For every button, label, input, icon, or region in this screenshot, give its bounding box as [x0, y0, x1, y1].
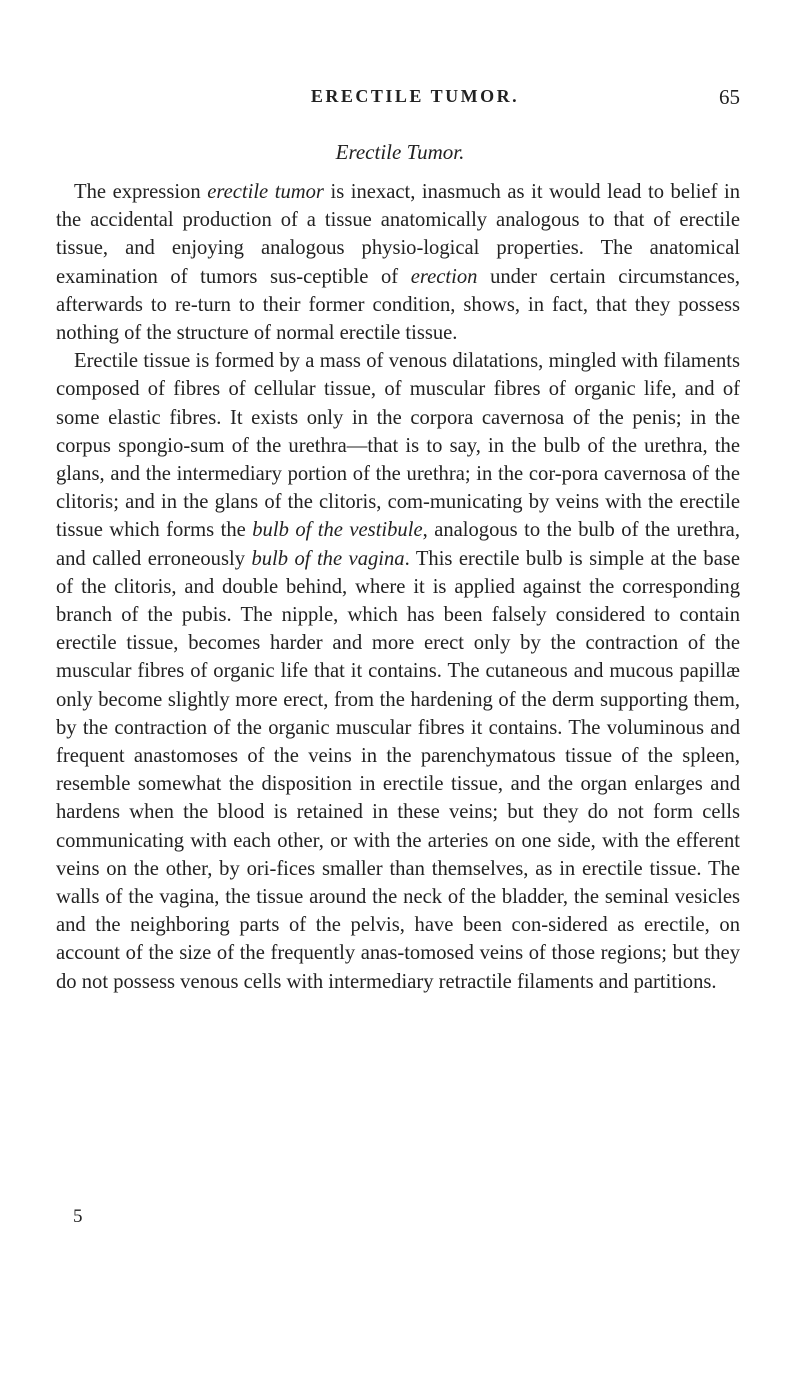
page-number: 65 [719, 85, 740, 109]
italic-phrase: bulb of the vestibule [252, 519, 423, 542]
text-run: . This erectile bulb is simple at the base of the clitoris, and double behind, where it is applied against the corresponding branch of the pubis. The nipple, which has been falsely considered to contain erectile tissue, becomes harder and more erect only by the contraction of the muscular fibres of organic life that it contains. The cutaneous and mucous papillæ only become slightly more erect, from the hardening of the derm supporting them, by the contraction of the organic muscular fibres it contains. The voluminous and frequent anastomoses of the veins in the parenchymatous tissue of the spleen, resemble somewhat the disposition in erectile tissue, and the organ enlarges and hardens when the blood is retained in these veins; but they do not form cells communicating with each other, or with the arteries on one side, with the efferent veins on the other, by ori-fices smaller than themselves, as in erectile tissue. The walls of the vagina, the tissue around the neck of the bladder, the seminal vesicles and the neighboring parts of the pelvis, have been con-sidered as erectile, on account of the size of the frequently anas-tomosed veins of those regions; but they do not possess venous cells with intermediary retractile filaments and partitions. [56, 547, 740, 993]
text-run: is inexact, inasmuch as it would lead to belief in the accidental production of a tissue anatomically analogous to that of erectile tissue, and enjoying analogous physio-logical properties. The anatomical examination of tumors sus-ceptible of [56, 181, 741, 288]
paragraph [56, 347, 740, 996]
text-run: , analogous to the bulb of the urethra, and called erroneously [56, 519, 740, 570]
text-run: The expression [74, 181, 208, 203]
text-run: under certain circumstances, afterwards to re-turn to their former condition, shows, in fact, that they possess nothing of the structure of normal erectile tissue. [56, 265, 740, 345]
body-text [56, 178, 740, 996]
section-title: Erectile Tumor. [335, 140, 465, 164]
italic-phrase: erectile tumor [207, 181, 324, 203]
paragraph [56, 178, 740, 347]
signature-mark: 5 [73, 1206, 83, 1227]
text-run: Erectile tissue is formed by a mass of venous dilatations, mingled with filaments composed of fibres of cellular tissue, of muscular fibres of organic life, and of some elastic fibres. It exists only in the corpora cavernosa of the penis; in the corpus spongio-sum of the urethra—that is to say, in the bulb of the urethra, the glans, and the intermediary portion of the urethra; in the cor-pora cavernosa of the clitoris; and in the glans of the clitoris, com-municating by veins with the erectile tissue which forms the [56, 350, 740, 542]
running-title: ERECTILE TUMOR. [310, 86, 520, 106]
running-head [52, 86, 748, 116]
italic-phrase: erection [410, 265, 478, 288]
italic-phrase: bulb of the vagina [251, 547, 405, 570]
